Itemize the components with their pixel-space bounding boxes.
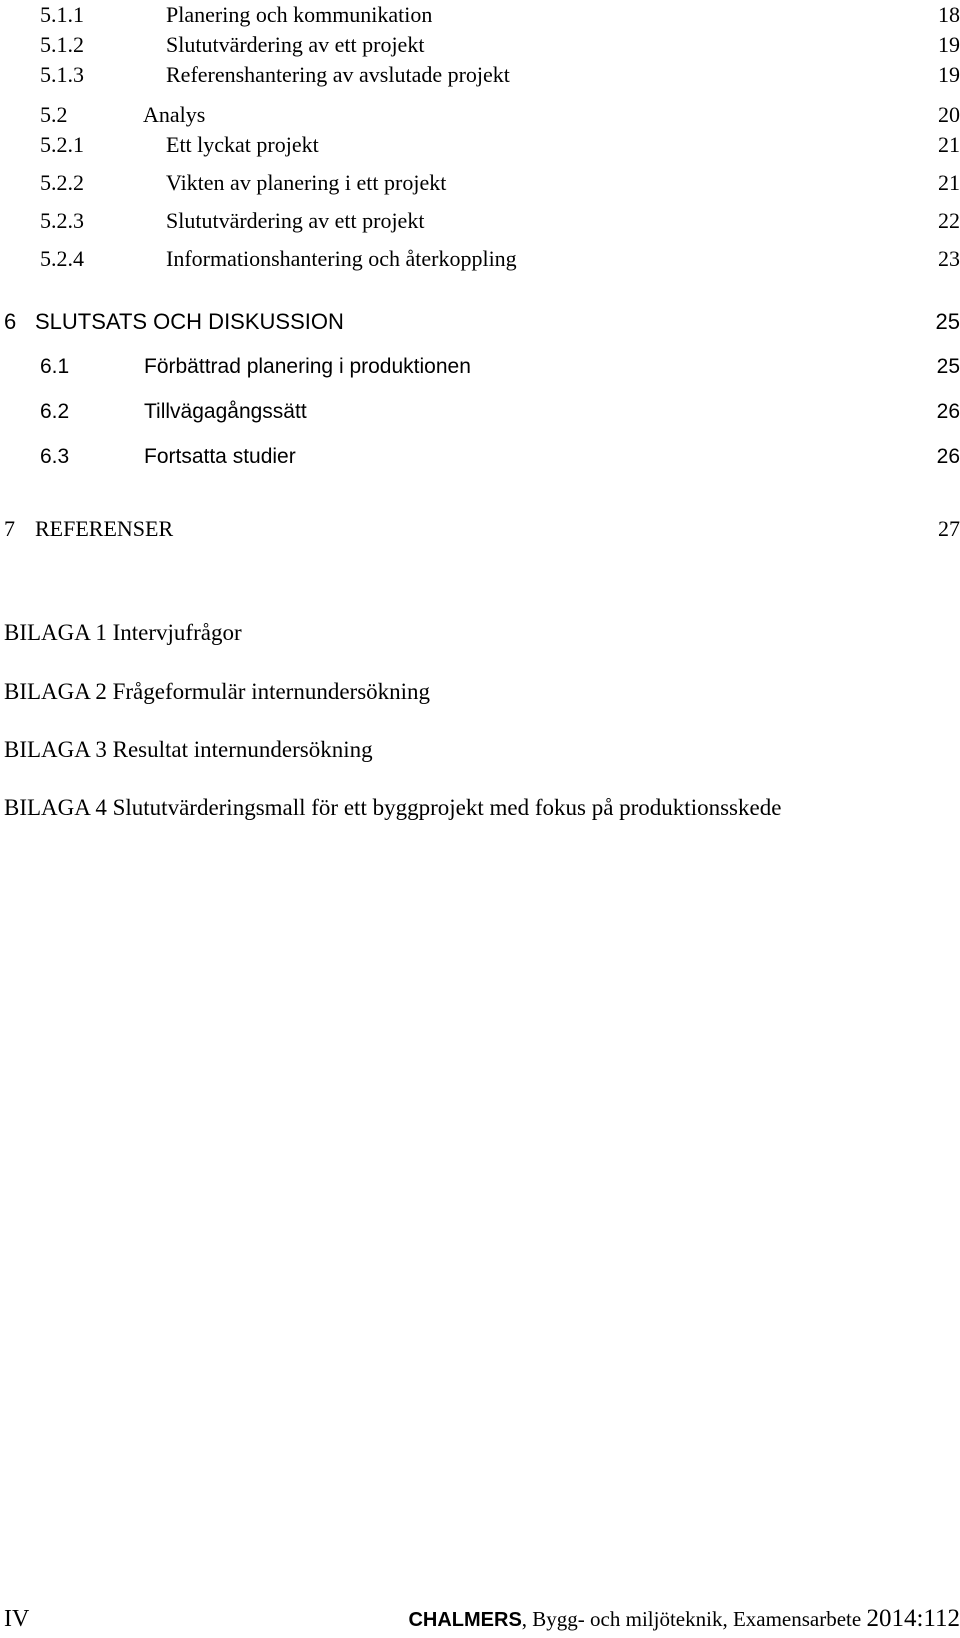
toc-entry[interactable] [0,206,960,236]
toc-entry[interactable] [0,352,960,382]
toc-entry-title: Fortsatta studier [144,445,296,468]
appendix-entry[interactable]: BILAGA 1 Intervjufrågor [4,620,242,645]
toc-entry-title: Planering och kommunikation [166,2,433,27]
toc-entry[interactable] [0,397,960,427]
toc-entry-number: 5.1.1 [40,2,84,27]
page-footer [0,1603,960,1635]
toc-entry-page: 20 [938,102,960,127]
toc-entry[interactable] [0,168,960,198]
toc-entry-page: 21 [938,170,960,195]
toc-entry-number: 5.2.1 [40,132,84,157]
page-number: IV [4,1606,30,1632]
toc-chapter[interactable] [0,307,960,337]
toc-entry-number: 5.2 [40,102,68,127]
toc-entry[interactable] [0,442,960,472]
toc-entry[interactable] [0,0,960,30]
toc-entry-number: 6.3 [40,445,70,468]
toc-entry-title: Förbättrad planering i produktionen [144,355,471,378]
toc-entry-page: 19 [938,32,960,57]
toc-entry-number: 7 [4,516,15,541]
toc-entry-title: Vikten av planering i ett projekt [166,170,447,195]
toc-entry[interactable] [0,244,960,274]
appendix-entry[interactable]: BILAGA 3 Resultat internundersökning [4,737,373,762]
toc-entry-title: Tillvägagångssätt [144,400,307,423]
toc-entry-number: 6.1 [40,355,70,378]
toc-entry-page: 27 [938,516,960,541]
toc-entry-number: 6 [4,309,17,334]
report-number: 2014:112 [866,1605,960,1632]
toc-entry-number: 5.2.2 [40,170,84,195]
toc-entry[interactable] [0,30,960,60]
footer-citation [408,1603,960,1636]
toc-entry-number: 5.2.4 [40,246,84,271]
appendix-entry[interactable]: BILAGA 2 Frågeformulär internundersökning [4,679,431,704]
toc-entry-title: Ett lyckat projekt [166,132,319,157]
toc-entry-title: Referenshantering av avslutade projekt [166,62,510,87]
toc-entry-page: 26 [936,445,960,468]
appendix-entry[interactable]: BILAGA 4 Slututvärderingsmall för ett byggprojekt med fokus på produktionsskede [4,795,782,820]
toc-entry-title: Slututvärdering av ett projekt [166,32,425,57]
toc-entry-page: 25 [936,355,960,378]
toc-entry[interactable] [0,100,960,130]
toc-entry-page: 26 [936,400,960,423]
toc-entry[interactable] [0,130,960,160]
toc-entry-title: REFERENSER [35,516,174,541]
toc-entry-page: 21 [938,132,960,157]
toc-entry-number: 5.1.3 [40,62,84,87]
toc-entry[interactable] [0,60,960,90]
toc-entry-page: 23 [938,246,960,271]
toc-entry-title: Analys [143,102,206,127]
toc-entry-title: Informationshantering och återkoppling [166,246,517,271]
toc-entry-number: 5.1.2 [40,32,84,57]
institution-name: CHALMERS [408,1609,522,1631]
toc-entry-page: 18 [938,2,960,27]
toc-entry-number: 5.2.3 [40,208,84,233]
toc-entry-title: Slututvärdering av ett projekt [166,208,425,233]
toc-entry-page: 25 [935,309,960,334]
toc-chapter[interactable] [0,514,960,544]
toc-entry-page: 22 [938,208,960,233]
department-text: , Bygg- och miljöteknik, Examensarbete [521,1607,867,1631]
toc-entry-number: 6.2 [40,400,70,423]
toc-entry-title: SLUTSATS OCH DISKUSSION [35,309,344,334]
toc-entry-page: 19 [938,62,960,87]
